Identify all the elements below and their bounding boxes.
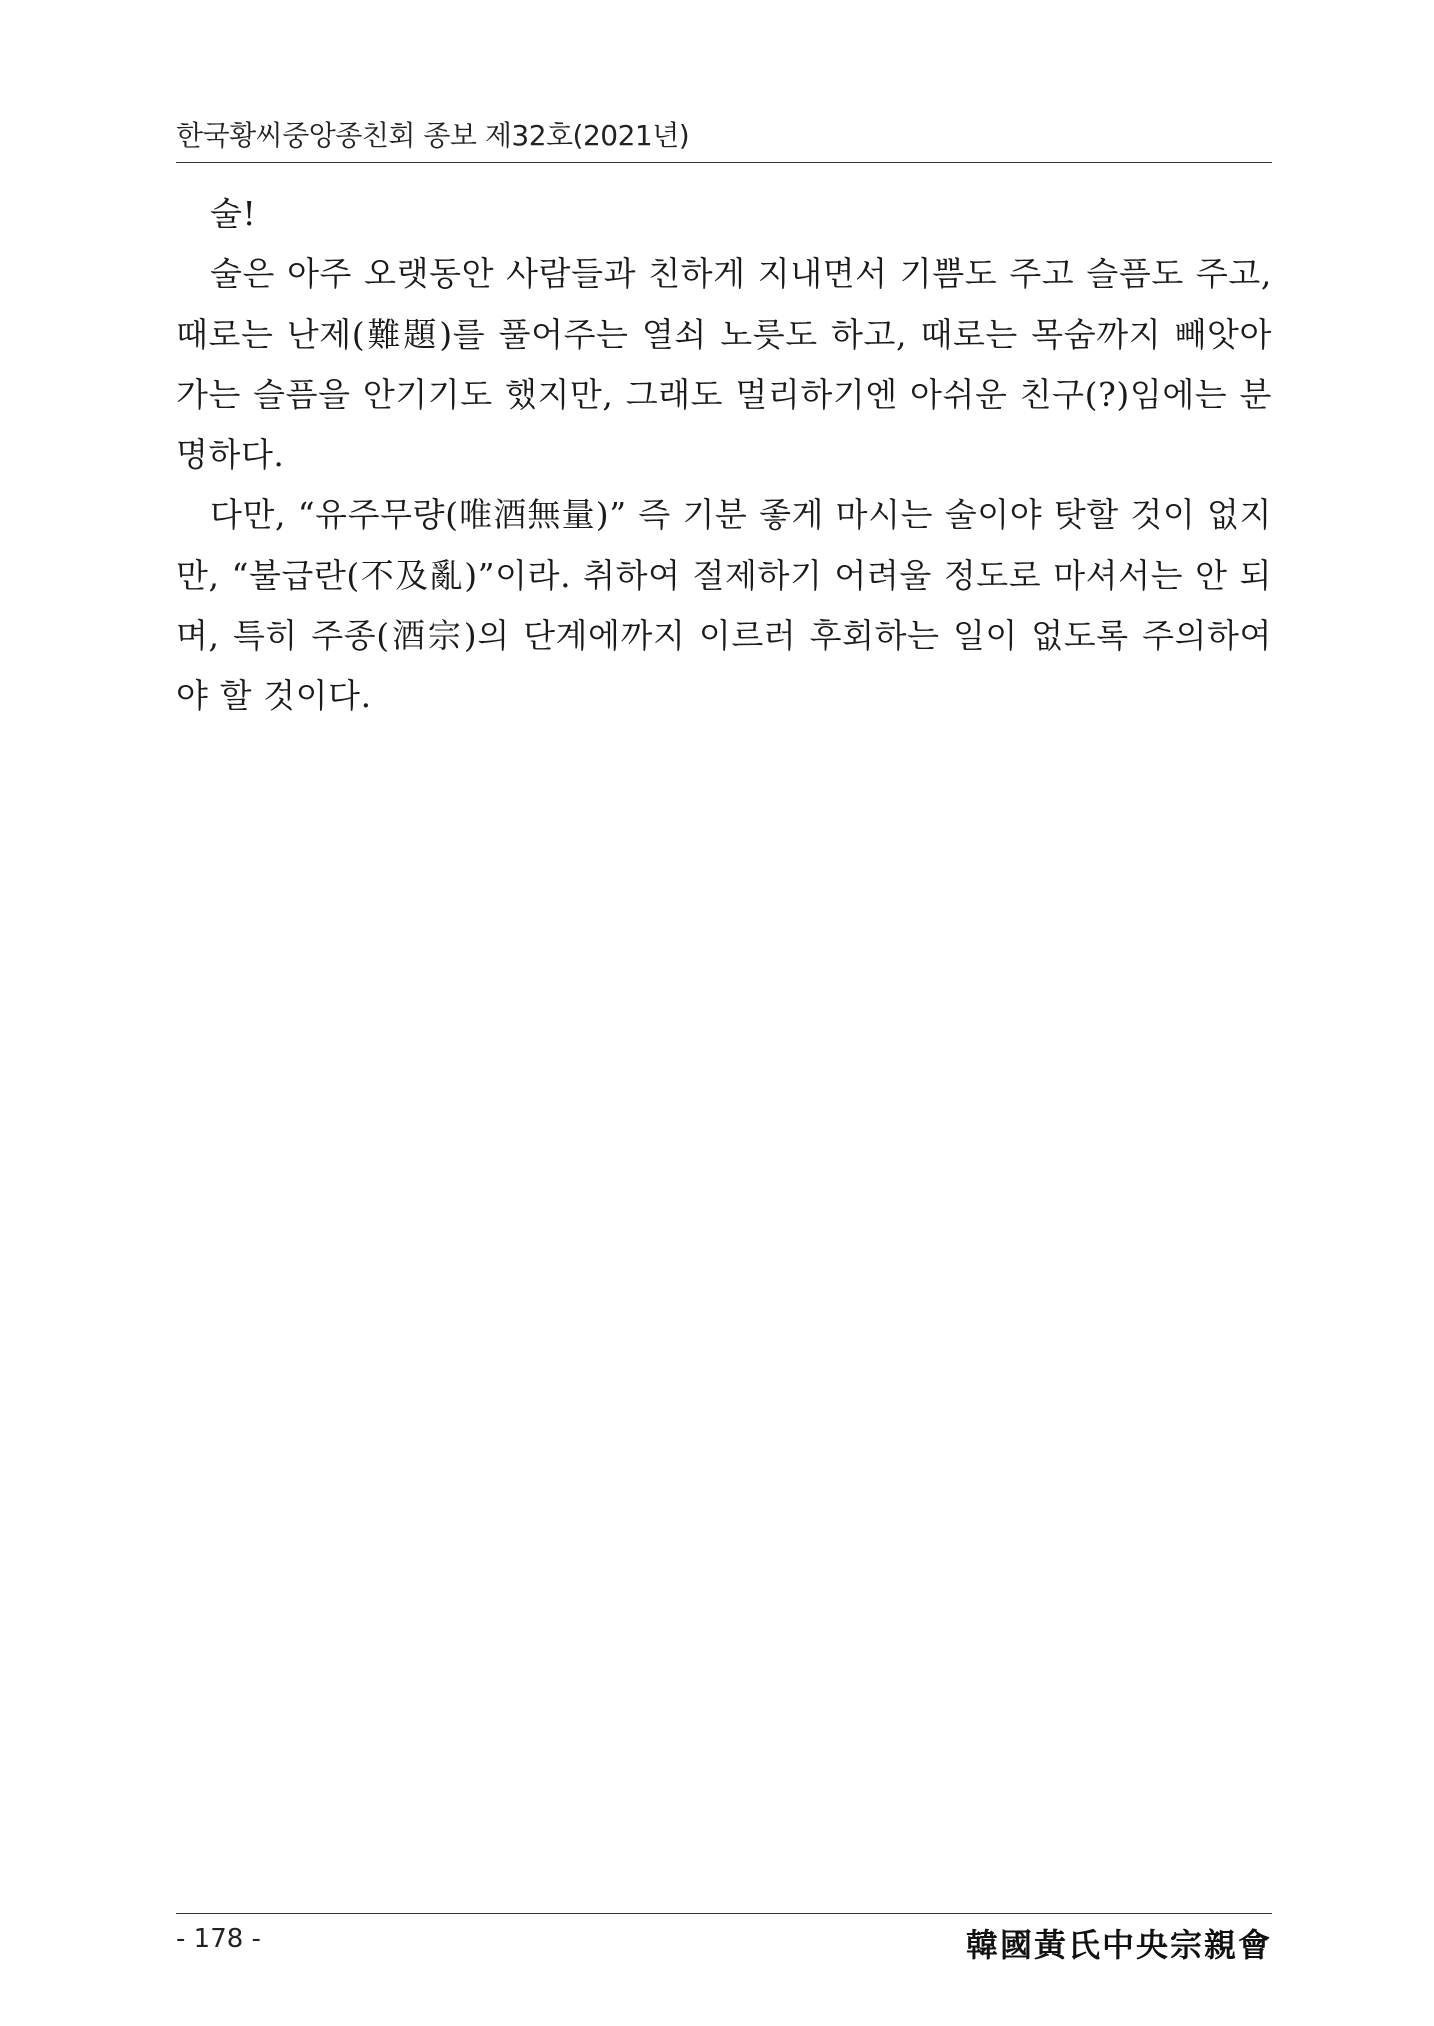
page-number: - 178 - [176, 1924, 261, 1954]
page-header-title: 한국황씨중앙종친회 종보 제32호(2021년) [176, 119, 690, 152]
paragraph: 다만, “유주무량(唯酒無量)” 즉 기분 좋게 마시는 술이야 탓할 것이 없지만, “불급란(不及亂)”이라. 취하여 절제하기 어려울 정도로 마셔서는 안 되며, 특히 주종(酒宗)의 단계에까지 이르러 후회하는 일이 없도록 주의하여야 할 것이다. [176, 495, 1272, 716]
header-divider [176, 162, 1272, 163]
article-body [176, 184, 1272, 727]
footer-organization-name: 韓國黃氏中央宗親會 [965, 1926, 1272, 1964]
footer-divider [176, 1913, 1272, 1914]
paragraph: 술! [210, 194, 257, 233]
paragraph: 술은 아주 오랫동안 사람들과 친하게 지내면서 기쁨도 주고 슬픔도 주고, 때로는 난제(難題)를 풀어주는 열쇠 노릇도 하고, 때로는 목숨까지 빼앗아 가는 슬픔을 안기기도 했지만, 그래도 멀리하기엔 아쉬운 친구(?)임에는 분명하다. [176, 254, 1272, 475]
